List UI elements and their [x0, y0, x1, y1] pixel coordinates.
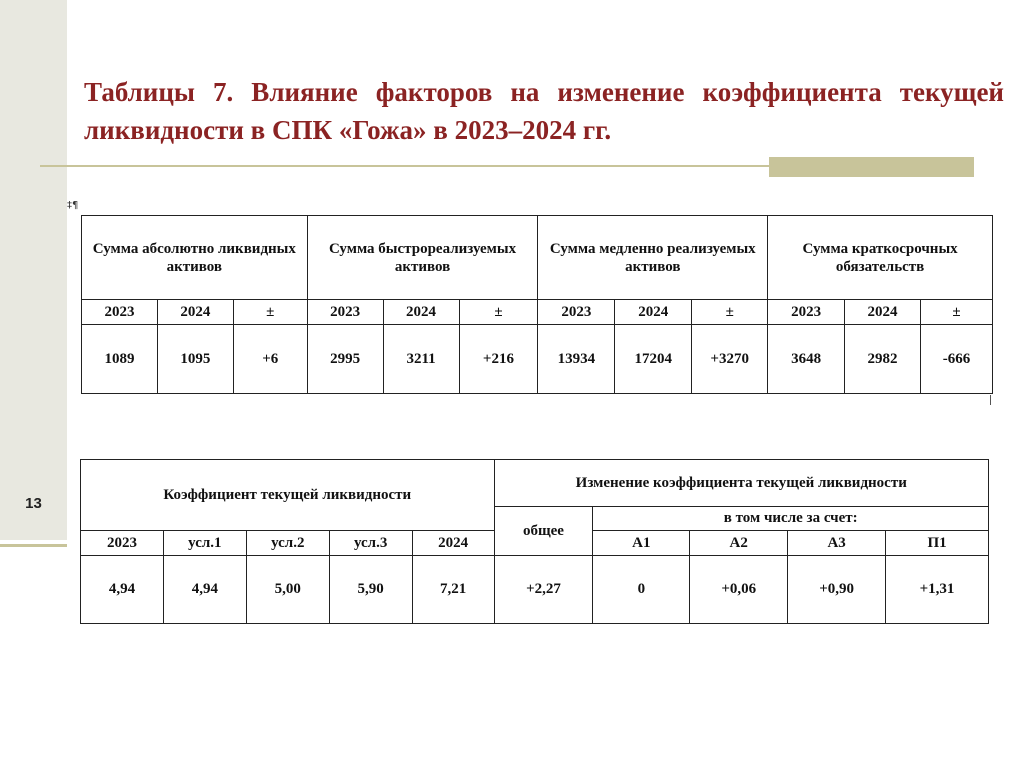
group-header: Сумма медленно реализуемых активов	[538, 216, 768, 300]
table-cell: +216	[459, 325, 538, 394]
table-cell: 4,94	[81, 556, 164, 624]
table-edge-tick	[990, 395, 991, 405]
table-cell: 2995	[307, 325, 383, 394]
table-cell: 7,21	[412, 556, 494, 624]
column-header: усл.3	[329, 531, 412, 556]
ratio-header: Коэффициент текущей ликвидности	[81, 460, 495, 531]
table-cell: +6	[233, 325, 307, 394]
column-header: 2024	[412, 531, 494, 556]
factor-header: А3	[788, 531, 886, 556]
change-header: ±	[233, 300, 307, 325]
factor-header: А1	[593, 531, 690, 556]
group-header: Сумма краткосрочных обязательств	[768, 216, 993, 300]
table-cell: 0	[593, 556, 690, 624]
title-accent-bar	[769, 157, 974, 177]
table-cell: 3648	[768, 325, 845, 394]
table-header-row	[82, 216, 993, 300]
table-cell: +3270	[692, 325, 768, 394]
table-cell: 3211	[383, 325, 459, 394]
group-header: Сумма абсолютно ликвидных активов	[82, 216, 308, 300]
table-cell: 13934	[538, 325, 615, 394]
column-header: усл.1	[163, 531, 246, 556]
including-header: в том числе за счет:	[593, 507, 989, 531]
table-cell: +2,27	[494, 556, 593, 624]
table-cell: 17204	[615, 325, 692, 394]
change-header: ±	[692, 300, 768, 325]
total-header: общее	[494, 507, 593, 556]
group-header: Сумма быстрореализуемых активов	[307, 216, 538, 300]
liquidity-assets-table	[81, 215, 993, 394]
year-header: 2023	[538, 300, 615, 325]
table-header-row	[81, 460, 989, 507]
table-cell: +1,31	[886, 556, 989, 624]
liquidity-ratio-table	[80, 459, 989, 624]
table-cell: 5,00	[246, 556, 329, 624]
column-header: 2023	[81, 531, 164, 556]
title-underline	[40, 165, 770, 167]
left-divider	[0, 544, 67, 547]
year-header: 2023	[82, 300, 158, 325]
table-row	[82, 325, 993, 394]
year-header: 2024	[845, 300, 921, 325]
table-anchor-mark: ‡¶	[67, 200, 79, 211]
table-cell: 2982	[845, 325, 921, 394]
table-cell: +0,06	[690, 556, 788, 624]
factor-header: А2	[690, 531, 788, 556]
year-header: 2023	[768, 300, 845, 325]
table-cell: 1095	[157, 325, 233, 394]
year-header: 2024	[383, 300, 459, 325]
slide-title: Таблицы 7. Влияние факторов на изменение коэффициента текущей ликвидности в СПК «Гожа» в 2023–2024 гг.	[84, 77, 1004, 145]
year-header: 2023	[307, 300, 383, 325]
change-header: ±	[459, 300, 538, 325]
change-header: ±	[920, 300, 992, 325]
table-cell: -666	[920, 325, 992, 394]
table-cell: 4,94	[163, 556, 246, 624]
table-cell: +0,90	[788, 556, 886, 624]
table-cell: 5,90	[329, 556, 412, 624]
slide-number: 13	[25, 495, 42, 512]
year-header: 2024	[157, 300, 233, 325]
change-header: Изменение коэффициента текущей ликвидности	[494, 460, 988, 507]
table-subheader-row	[82, 300, 993, 325]
table-cell: 1089	[82, 325, 158, 394]
factor-header: П1	[886, 531, 989, 556]
year-header: 2024	[615, 300, 692, 325]
table-row	[81, 556, 989, 624]
column-header: усл.2	[246, 531, 329, 556]
left-sidebar-band-lower	[0, 440, 67, 540]
left-sidebar-band	[0, 0, 67, 440]
